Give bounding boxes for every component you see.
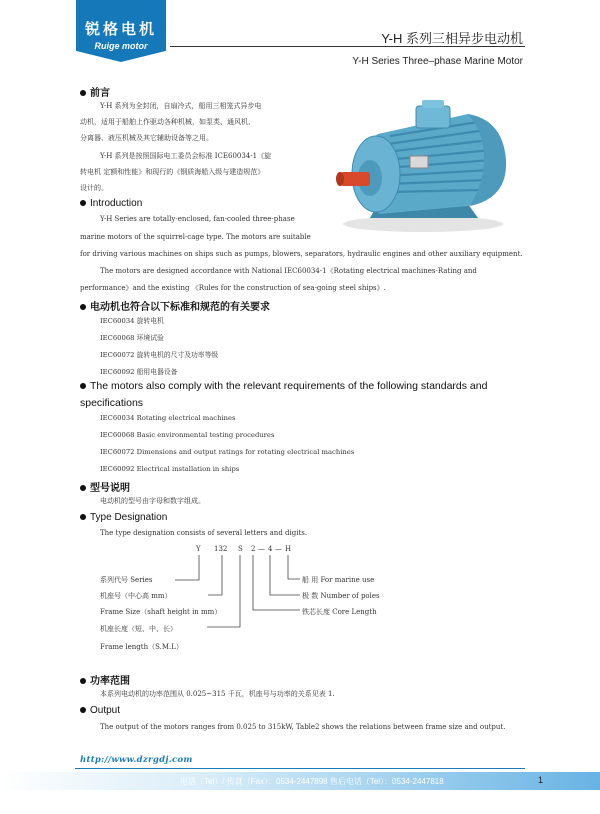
bullet-icon bbox=[80, 90, 86, 96]
label-core: 铁芯长度 Core Length bbox=[302, 608, 377, 616]
preface-p2-line1: Y-H 系列是按照国际电工委员会标准 ICE60034-1《旋 bbox=[100, 152, 272, 160]
footer-contact: 电话（Tel）/ 传真（Fax）：0534-2447898 售后电话（Tel）：0534-2447818 bbox=[180, 777, 444, 786]
preface-heading: 前言 bbox=[80, 84, 110, 99]
label-poles: 极 数 Number of poles bbox=[302, 592, 380, 600]
intro-p1-line2: marine motors of the squirrel-cage type. The motors are suitable bbox=[80, 233, 311, 241]
type-en-text: The type designation consists of several letters and digits. bbox=[100, 529, 308, 537]
intro-p1-line1: Y-H Series are totally-enclosed, fan-cooled three-phase bbox=[100, 215, 295, 223]
preface-p1-line2: 动机，适用于船舶上作驱动各种机械，如泵类、通风机、 bbox=[80, 118, 255, 126]
standard-en-item: IEC60072 Dimensions and output ratings for rotating electrical machines bbox=[100, 448, 355, 456]
type-cn-text: 电动机的型号由字母和数字组成。 bbox=[100, 497, 205, 505]
standard-cn-item: IEC60068 环境试验 bbox=[100, 334, 164, 342]
website-link[interactable]: http://www.dzrgdj.com bbox=[80, 755, 193, 765]
label-frame-en: Frame Size（shaft height in mm） bbox=[100, 608, 222, 616]
label-length-cn: 机座长度（短、中、长） bbox=[100, 625, 177, 633]
output-en-text: The output of the motors ranges from 0.025 to 315kW, Table2 shows the relations between frame size and output. bbox=[100, 723, 506, 731]
bullet-icon bbox=[80, 200, 86, 206]
standard-en-item: IEC60092 Electrical installation in ships bbox=[100, 465, 240, 473]
output-cn-heading: 功率范围 bbox=[80, 672, 130, 687]
intro-p1-line3: for driving various machines on ships such as pumps, blowers, separators, hydraulic engines and other auxiliary equipment. bbox=[80, 250, 523, 258]
label-length-en: Frame length（S.M.L） bbox=[100, 643, 183, 651]
output-en-heading: Output bbox=[80, 705, 120, 716]
type-cn-heading: 型号说明 bbox=[80, 479, 130, 494]
standard-en-item: IEC60034 Rotating electrical machines bbox=[100, 414, 236, 422]
header-divider bbox=[170, 46, 525, 47]
bullet-icon bbox=[80, 383, 86, 389]
bullet-icon bbox=[80, 707, 86, 713]
preface-p1-line1: Y-H 系列为全封闭，自扇冷式，船用三相笼式异步电 bbox=[100, 102, 262, 110]
label-marine: 船 用 For marine use bbox=[302, 576, 375, 584]
output-cn-text: 本系列电动机的功率范围从 0.025~315 千瓦，机座号与功率的关系见表 1. bbox=[100, 690, 335, 698]
preface-p2-line2: 转电机 定额和性能》和现行的《钢质海船入级与建造规范》 bbox=[80, 168, 265, 176]
code-poles: 4 bbox=[268, 545, 273, 553]
standard-cn-item: IEC60072 旋转电机的尺寸及功率等级 bbox=[100, 351, 219, 359]
code-marine: H bbox=[285, 545, 292, 553]
motor-image bbox=[318, 86, 523, 236]
bullet-icon bbox=[80, 485, 86, 491]
preface-p1-line3: 分离器、液压机械及其它辅助设备等之用。 bbox=[80, 134, 213, 142]
bullet-icon bbox=[80, 678, 86, 684]
bullet-icon bbox=[80, 514, 86, 520]
standards-en-heading: The motors also comply with the relevant requirements of the following standards and bbox=[80, 380, 525, 392]
standard-cn-item: IEC60092 船用电器设备 bbox=[100, 368, 178, 376]
logo-text-cn: 锐格电机 bbox=[84, 21, 157, 38]
standard-en-item: IEC60068 Basic environmental testing procedures bbox=[100, 431, 275, 439]
label-frame-cn: 机座号（中心高 mm） bbox=[100, 592, 172, 600]
code-length: S bbox=[238, 545, 243, 553]
logo-text-en: Ruige motor bbox=[94, 41, 148, 51]
header-title-cn: Y-H 系列三相异步电动机 bbox=[381, 31, 523, 46]
bullet-icon bbox=[80, 304, 86, 310]
type-en-heading: Type Designation bbox=[80, 512, 167, 523]
label-series: 系列代号 Series bbox=[100, 576, 153, 584]
code-frame: 132 bbox=[214, 545, 228, 553]
standards-cn-heading: 电动机也符合以下标准和规范的有关要求 bbox=[80, 298, 270, 313]
intro-p2-line1: The motors are designed accordance with National IEC60034-1《Rotating electrical machines-Rating and bbox=[100, 267, 477, 275]
code-series: Y bbox=[196, 545, 201, 553]
header-title-en: Y-H Series Three–phase Marine Motor bbox=[352, 56, 523, 67]
code-dash-2: — bbox=[275, 545, 282, 553]
intro-p2-line2: performance》and the existing 《Rules for the construction of sea-going steel ships》. bbox=[80, 284, 386, 292]
code-core: 2 bbox=[251, 545, 256, 553]
introduction-heading: Introduction bbox=[80, 198, 142, 209]
page-number: 1 bbox=[538, 775, 544, 785]
standards-en-heading-cont: specifications bbox=[80, 397, 144, 409]
preface-p2-line3: 设计的。 bbox=[80, 184, 108, 192]
standard-cn-item: IEC60034 旋转电机 bbox=[100, 317, 164, 325]
footer-divider bbox=[75, 768, 525, 769]
code-dash-1: — bbox=[258, 545, 265, 553]
